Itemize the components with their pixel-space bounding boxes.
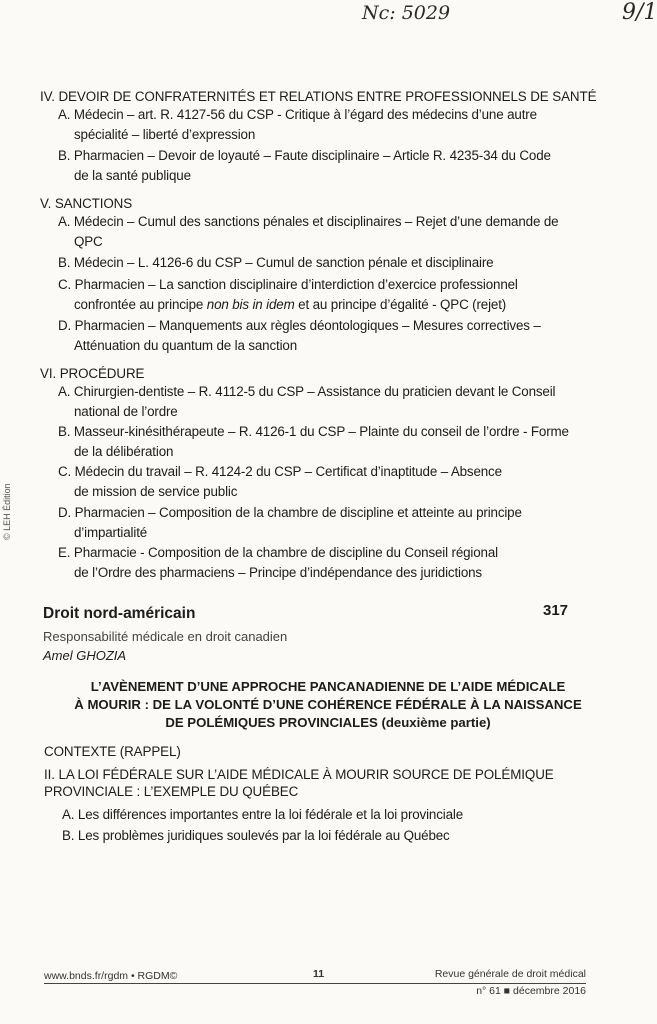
list-item: A. Les différences importantes entre la loi fédérale et la loi provinciale <box>62 807 464 822</box>
list-item: E. Pharmacie - Composition de la chambre de discipline du Conseil régional de l’Ordre des pharmaciens – Principe d’indépendance des juridictions <box>58 545 498 580</box>
section-heading-v: V. SANCTIONS <box>40 196 133 211</box>
part-two-heading: II. LA LOI FÉDÉRALE SUR L’AIDE MÉDICALE À MOURIR SOURCE DE POLÉMIQUE PROVINCIALE : L’EXEMPLE DU QUÉBEC <box>44 767 554 799</box>
list-item: A. Médecin – art. R. 4127-56 du CSP - Critique à l’égard des médecins d’une autre spécialité – liberté d’expression <box>58 107 537 142</box>
list-item: B. Médecin – L. 4126-6 du CSP – Cumul de sanction pénale et disciplinaire <box>58 255 494 270</box>
list-item: C. Médecin du travail – R. 4124-2 du CSP – Certificat d’inaptitude – Absence de mission de service public <box>58 464 502 499</box>
footer-issue: n° 61 ■ décembre 2016 <box>476 985 586 997</box>
article-author: Amel GHOZIA <box>43 648 127 663</box>
list-item: A. Chirurgien-dentiste – R. 4112-5 du CSP – Assistance du praticien devant le Conseil national de l’ordre <box>58 384 556 419</box>
handwritten-corner-mark: 9/1 <box>622 0 657 25</box>
footer-page-number: 11 <box>313 968 325 980</box>
section-heading-iv: IV. DEVOIR DE CONFRATERNITÉS ET RELATIONS ENTRE PROFESSIONNELS DE SANTÉ <box>40 89 597 104</box>
list-item: B. Pharmacien – Devoir de loyauté – Faute disciplinaire – Article R. 4235-34 du Code de la santé publique <box>58 148 551 183</box>
copyright-side-text: © LEH Édition <box>2 483 12 540</box>
footer-rule <box>44 983 586 984</box>
handwritten-reference: Nc: 5029 <box>362 2 451 24</box>
section-heading-vi: VI. PROCÉDURE <box>40 366 145 381</box>
list-item: D. Pharmacien – Manquements aux règles déontologiques – Mesures correctives – Atténuation du quantum de la sanction <box>58 318 541 353</box>
article-page-number: 317 <box>543 602 569 619</box>
footer-website: www.bnds.fr/rgdm • RGDM© <box>44 970 178 982</box>
context-heading: CONTEXTE (RAPPEL) <box>44 744 181 759</box>
list-item: B. Masseur-kinésithérapeute – R. 4126-1 du CSP – Plainte du conseil de l’ordre - Forme de la délibération <box>58 424 569 459</box>
list-item: C. Pharmacien – La sanction disciplinaire d’interdiction d’exercice professionnel confrontée au principe non bis in idem et au principe d’égalité - QPC (rejet) <box>58 277 518 312</box>
list-item: D. Pharmacien – Composition de la chambre de discipline et atteinte au principe d’impartialité <box>58 505 522 540</box>
article-subtitle: Responsabilité médicale en droit canadien <box>43 629 288 644</box>
footer-journal-name: Revue générale de droit médical <box>434 968 586 980</box>
article-title: L’AVÈNEMENT D’UNE APPROCHE PANCANADIENNE DE L’AIDE MÉDICALE À MOURIR : DE LA VOLONTÉ D’UNE COHÉRENCE FÉDÉRALE À LA NAISSANCE DE POLÉMIQUES PROVINCIALES (deuxième partie) <box>74 679 582 730</box>
article-section-title: Droit nord-américain <box>43 605 196 622</box>
list-item: A. Médecin – Cumul des sanctions pénales et disciplinaires – Rejet d’une demande de QPC <box>58 214 559 249</box>
list-item: B. Les problèmes juridiques soulevés par la loi fédérale au Québec <box>62 828 450 843</box>
